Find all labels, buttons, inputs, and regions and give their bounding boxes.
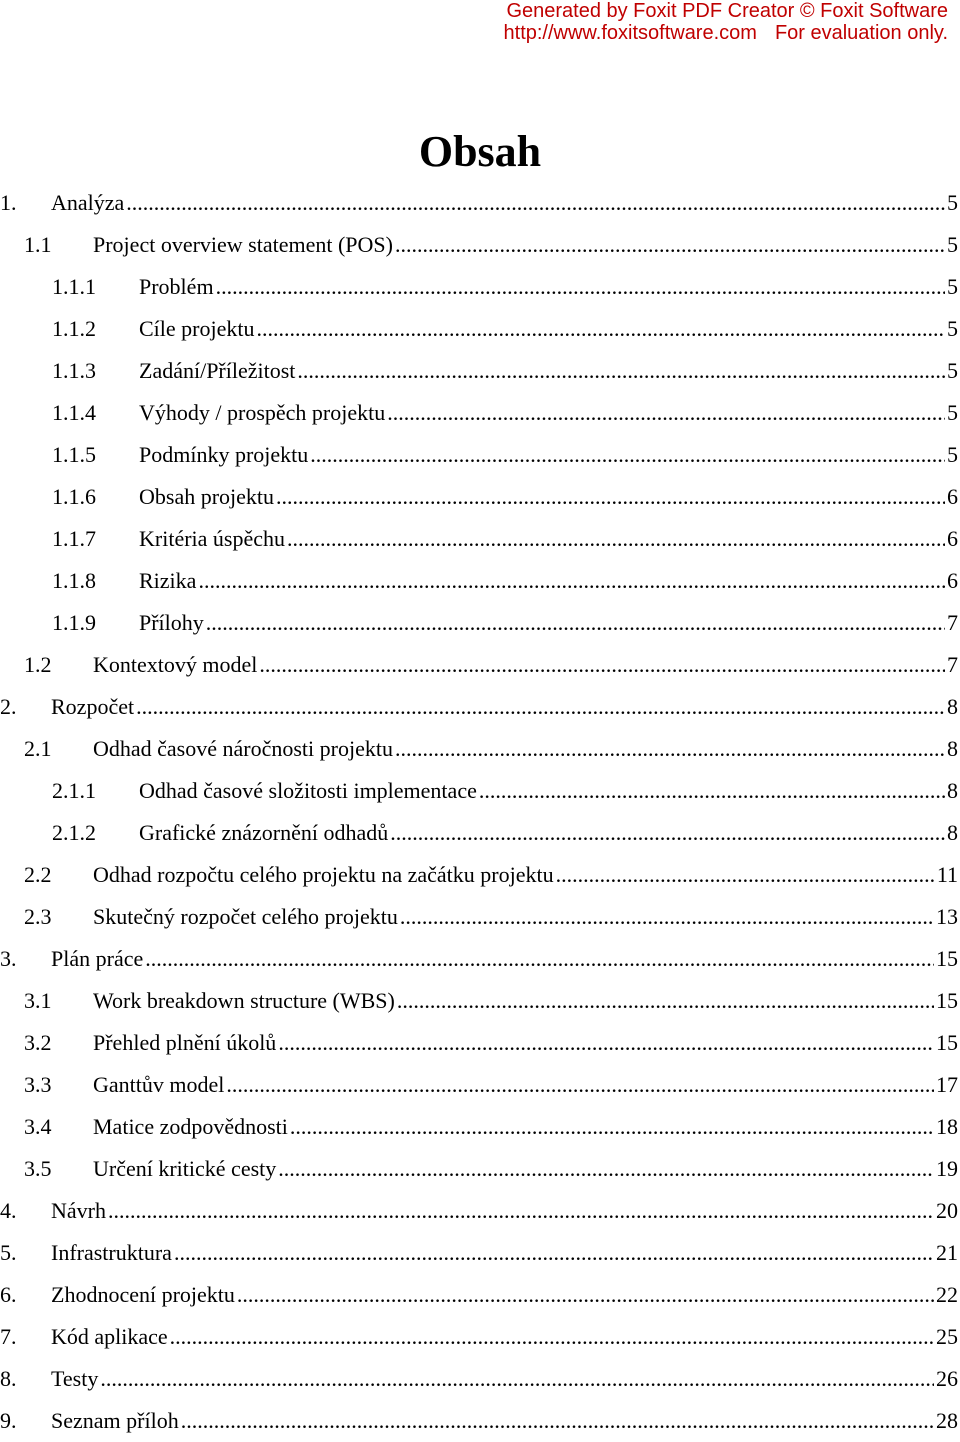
toc-entry-number: 9. <box>0 1408 17 1433</box>
toc-dot-leader <box>174 1232 934 1274</box>
toc-entry-number: 3.3 <box>24 1072 52 1097</box>
toc-entry[interactable] <box>0 1274 958 1316</box>
toc-entry-number: 1.1.3 <box>52 358 96 383</box>
toc-entry[interactable] <box>52 518 958 560</box>
toc-entry[interactable] <box>52 476 958 518</box>
toc-entry[interactable] <box>24 854 958 896</box>
toc-entry-number: 2.1 <box>24 736 52 761</box>
toc-entry-page: 21 <box>936 1240 958 1265</box>
toc-entry-title: Problém <box>139 274 214 299</box>
toc-entry-number: 1. <box>0 190 17 215</box>
toc-entry-page: 19 <box>936 1156 958 1181</box>
toc-entry-number: 3.2 <box>24 1030 52 1055</box>
toc-entry-title: Obsah projektu <box>139 484 275 509</box>
toc-entry-number: 1.1.6 <box>52 484 96 509</box>
toc-entry-number: 3.5 <box>24 1156 52 1181</box>
toc-entry[interactable] <box>24 224 958 266</box>
toc-dot-leader <box>397 980 934 1022</box>
toc-dot-leader <box>108 1190 934 1232</box>
toc-dot-leader <box>276 476 945 518</box>
toc-entry-page: 5 <box>947 190 958 215</box>
toc-entry-title: Skutečný rozpočet celého projektu <box>93 904 398 929</box>
toc-entry[interactable] <box>52 266 958 308</box>
toc-entry-title: Odhad rozpočtu celého projektu na začátku projektu <box>93 862 554 887</box>
toc-entry-title: Infrastruktura <box>51 1240 172 1265</box>
toc-entry-title: Zadání/Příležitost <box>139 358 296 383</box>
toc-entry-number: 2.1.1 <box>52 778 96 803</box>
toc-entry-number: 1.2 <box>24 652 52 677</box>
toc-entry-page: 15 <box>936 988 958 1013</box>
toc-dot-leader <box>479 770 945 812</box>
toc-entry-page: 18 <box>936 1114 958 1139</box>
toc-entry-title: Zhodnocení projektu <box>51 1282 235 1307</box>
toc-entry[interactable] <box>24 1022 958 1064</box>
toc-entry-title: Návrh <box>51 1198 106 1223</box>
toc-entry-title: Analýza <box>51 190 125 215</box>
toc-entry-number: 5. <box>0 1240 17 1265</box>
toc-entry-number: 1.1.1 <box>52 274 96 299</box>
toc-entry-page: 5 <box>947 400 958 425</box>
toc-entry-number: 2.2 <box>24 862 52 887</box>
toc-entry[interactable] <box>52 812 958 854</box>
toc-entry-title: Kontextový model <box>93 652 258 677</box>
toc-entry-title: Rizika <box>139 568 197 593</box>
toc-entry[interactable] <box>52 392 958 434</box>
toc-dot-leader <box>297 350 945 392</box>
toc-entry[interactable] <box>52 434 958 476</box>
toc-entry[interactable] <box>0 1316 958 1358</box>
toc-entry-title: Ganttův model <box>93 1072 225 1097</box>
toc-dot-leader <box>390 812 945 854</box>
toc-entry-number: 3.4 <box>24 1114 52 1139</box>
toc-entry-number: 8. <box>0 1366 17 1391</box>
toc-entry-title: Seznam příloh <box>51 1408 179 1433</box>
toc-entry-title: Odhad časové složitosti implementace <box>139 778 477 803</box>
toc-dot-leader <box>287 518 945 560</box>
toc-entry-page: 5 <box>947 274 958 299</box>
toc-entry[interactable] <box>0 1232 958 1274</box>
toc-entry-number: 1.1 <box>24 232 52 257</box>
toc-entry[interactable] <box>0 1400 958 1442</box>
toc-entry-page: 15 <box>936 946 958 971</box>
toc-entry-page: 5 <box>947 316 958 341</box>
toc-dot-leader <box>206 602 945 644</box>
toc-entry-page: 11 <box>936 862 958 887</box>
toc-entry-page: 22 <box>936 1282 958 1307</box>
toc-entry-page: 6 <box>947 526 958 551</box>
toc-entry[interactable] <box>24 1106 958 1148</box>
toc-entry-page: 7 <box>947 652 958 677</box>
toc-dot-leader <box>126 182 945 224</box>
toc-dot-leader <box>556 854 935 896</box>
toc-entry[interactable] <box>24 980 958 1022</box>
toc-entry-title: Plán práce <box>51 946 144 971</box>
watermark-url[interactable]: http://www.foxitsoftware.com <box>503 22 757 44</box>
toc-dot-leader <box>395 728 945 770</box>
toc-entry-number: 1.1.9 <box>52 610 96 635</box>
toc-entry[interactable] <box>24 1148 958 1190</box>
toc-dot-leader <box>170 1316 934 1358</box>
toc-entry-page: 6 <box>947 484 958 509</box>
toc-entry-number: 6. <box>0 1282 17 1307</box>
toc-entry[interactable] <box>52 308 958 350</box>
toc-entry-number: 1.1.5 <box>52 442 96 467</box>
watermark-line-2 <box>504 22 948 44</box>
toc-entry-page: 8 <box>947 778 958 803</box>
toc-entry-page: 5 <box>947 442 958 467</box>
toc-entry-title: Work breakdown structure (WBS) <box>93 988 395 1013</box>
toc-dot-leader <box>216 266 945 308</box>
toc-entry[interactable] <box>0 686 958 728</box>
toc-entry-page: 26 <box>936 1366 958 1391</box>
toc-entry-number: 2.3 <box>24 904 52 929</box>
toc-entry[interactable] <box>0 182 958 224</box>
toc-dot-leader <box>226 1064 934 1106</box>
toc-dot-leader <box>290 1106 934 1148</box>
toc-entry-number: 7. <box>0 1324 17 1349</box>
toc-entry-number: 1.1.7 <box>52 526 96 551</box>
toc-dot-leader <box>400 896 934 938</box>
toc-entry-title: Přehled plnění úkolů <box>93 1030 277 1055</box>
toc-entry[interactable] <box>0 938 958 980</box>
toc-entry-page: 25 <box>936 1324 958 1349</box>
toc-dot-leader <box>387 392 945 434</box>
toc-entry-page: 5 <box>947 358 958 383</box>
toc-entry-page: 8 <box>947 736 958 761</box>
toc-dot-leader <box>237 1274 934 1316</box>
watermark-line-1: Generated by Foxit PDF Creator © Foxit Software <box>506 0 948 22</box>
toc-entry-number: 2. <box>0 694 17 719</box>
toc-entry[interactable] <box>24 644 958 686</box>
toc-entry-title: Určení kritické cesty <box>93 1156 277 1181</box>
toc-dot-leader <box>145 938 934 980</box>
evaluation-watermark <box>504 0 948 44</box>
toc-entry-title: Odhad časové náročnosti projektu <box>93 736 393 761</box>
toc-entry-page: 8 <box>947 820 958 845</box>
watermark-note: For evaluation only. <box>774 22 948 44</box>
toc-entry-number: 1.1.2 <box>52 316 96 341</box>
toc-entry-title: Kritéria úspěchu <box>139 526 285 551</box>
toc-dot-leader <box>181 1400 934 1442</box>
toc-dot-leader <box>198 560 945 602</box>
toc-dot-leader <box>256 308 945 350</box>
toc-entry-page: 6 <box>947 568 958 593</box>
toc-entry-title: Přílohy <box>139 610 204 635</box>
toc-entry-page: 5 <box>947 232 958 257</box>
toc-entry-number: 4. <box>0 1198 17 1223</box>
toc-dot-leader <box>278 1148 934 1190</box>
toc-entry-title: Matice zodpovědnosti <box>93 1114 288 1139</box>
toc-entry-page: 8 <box>947 694 958 719</box>
toc-entry-number: 1.1.8 <box>52 568 96 593</box>
page-title: Obsah <box>418 127 542 176</box>
toc-entry[interactable] <box>24 1064 958 1106</box>
toc-entry-title: Výhody / prospěch projektu <box>139 400 386 425</box>
toc-entry-page: 13 <box>936 904 958 929</box>
toc-entry[interactable] <box>0 1190 958 1232</box>
toc-entry-page: 17 <box>936 1072 958 1097</box>
toc-entry-title: Podmínky projektu <box>139 442 309 467</box>
toc-entry[interactable] <box>0 1358 958 1400</box>
toc-entry[interactable] <box>52 602 958 644</box>
toc-entry-page: 20 <box>936 1198 958 1223</box>
toc-entry-title: Grafické znázornění odhadů <box>139 820 389 845</box>
toc-dot-leader <box>136 686 945 728</box>
toc-entry-title: Testy <box>51 1366 99 1391</box>
toc-dot-leader <box>100 1358 934 1400</box>
toc-entry[interactable] <box>52 560 958 602</box>
toc-entry-title: Project overview statement (POS) <box>93 232 393 257</box>
toc-dot-leader <box>278 1022 934 1064</box>
toc-dot-leader <box>259 644 945 686</box>
toc-entry-number: 3. <box>0 946 17 971</box>
toc-entry-page: 7 <box>947 610 958 635</box>
toc-entry-number: 3.1 <box>24 988 52 1013</box>
toc-entry[interactable] <box>24 728 958 770</box>
toc-entry-title: Cíle projektu <box>139 316 255 341</box>
toc-entry[interactable] <box>52 350 958 392</box>
toc-entry-number: 2.1.2 <box>52 820 96 845</box>
toc-entry-page: 15 <box>936 1030 958 1055</box>
toc-entry-title: Rozpočet <box>51 694 135 719</box>
toc-dot-leader <box>395 224 945 266</box>
toc-entry[interactable] <box>24 896 958 938</box>
toc-dot-leader <box>310 434 945 476</box>
toc-entry-number: 1.1.4 <box>52 400 96 425</box>
toc-entry-page: 28 <box>936 1408 958 1433</box>
toc-entry-title: Kód aplikace <box>51 1324 168 1349</box>
toc-entry[interactable] <box>52 770 958 812</box>
